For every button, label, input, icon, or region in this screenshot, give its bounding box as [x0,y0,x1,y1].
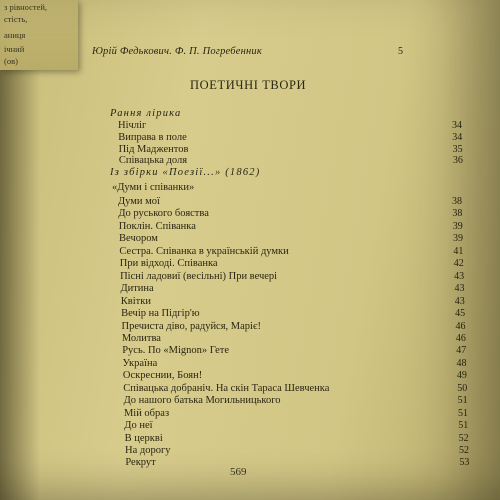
toc-entry-page: 52 [458,432,469,444]
toc-entry-text: Молитва [121,332,161,344]
toc-entry-text: Квітки [120,295,151,307]
toc-entry-text: Оскреснии, Боян! [122,370,203,382]
toc-entry-text: Дитина [120,283,154,295]
toc-entry-text: Рекрут [125,457,156,469]
toc-entry-text: При відході. Співанка [119,258,218,270]
toc-entry-text: Співацька добраніч. На скін Тараса Шевченка [123,382,330,394]
toc-entry-text: Русь. По «Mignon» Гете [122,345,229,357]
toc-entry-text: До неї [124,420,153,432]
toc-entry-text: В церкві [124,432,163,444]
toc-entry-page: 52 [459,445,469,456]
toc-entry-text: До руського бояства [118,208,209,220]
toc-entry-text: Вечором [119,233,158,245]
toc-entry-page: 48 [456,357,467,369]
toc-entry-text: Вечір на Підгір'ю [121,308,200,320]
section-heading: Із збірки «Поезії...» (1862) [110,167,261,178]
toc-entry-page: 42 [453,258,464,270]
toc-entry-page: 34 [452,131,463,143]
previous-page-line: (ов) [4,56,18,66]
toc-entry-text: Україна [122,357,158,369]
toc-entry-page: 49 [456,370,467,382]
toc-entry-page: 53 [459,457,470,469]
toc-entry-text: Сестра. Співанка в українській думки [119,245,289,257]
gutter-shadow [0,70,40,500]
toc-entry-page: 35 [452,143,463,155]
toc-entry-text: Поклін. Співанка [118,220,196,232]
toc-entry-page: 34 [452,120,462,131]
previous-page-line: стість, [4,14,28,24]
toc-entry-page: 43 [454,283,465,295]
previous-page-line: з рівностей, [4,2,48,12]
toc-entry-page: 50 [457,382,468,394]
toc-entry-page: 43 [454,270,465,282]
toc-entry-page: 36 [452,155,463,167]
toc-entry-page: 43 [454,295,465,307]
toc-entry-page: 51 [457,407,468,419]
toc-entry-text: Виправа в поле [118,131,187,143]
page-title: ПОЕТИЧНІ ТВОРИ [190,78,307,92]
toc-entry-text: До нашого батька Могильницького [123,395,281,407]
page-number: 569 [230,466,247,478]
toc-entry-page: 47 [456,345,467,357]
toc-entry-page: 46 [455,320,466,332]
toc-entry-page: 39 [452,220,463,232]
toc-entry-page: 46 [455,332,466,344]
toc-entry-text: На дорогу [125,445,171,456]
toc-entry-text: Думи мої [118,196,160,207]
toc-entry-text: Пісні ладовиї (весільні) При вечері [120,270,278,282]
toc-entry-page: 45 [455,308,466,320]
toc-entry-text: Пречиста діво, радуйся, Маріє! [121,320,261,332]
previous-page-strip [0,0,78,70]
toc-entry-page: 5 [398,46,403,57]
toc-entry-page: 51 [458,420,469,432]
toc-entry-text: Нічліг [118,120,147,131]
toc-entry-page: 51 [457,395,468,407]
toc-entry-text: Юрій Федькович. Ф. П. Погребенник [92,46,262,57]
previous-page-line: ічний [4,44,25,54]
toc-entry-text: Співацька доля [118,155,188,167]
toc-entry-text: Мій образ [123,407,170,419]
subsection-heading: «Думи і співанки» [112,182,195,193]
previous-page-line: аниця [4,30,26,40]
toc-entry-text: Під Маджентов [118,143,189,155]
toc-entry-page: 39 [453,233,464,245]
toc-entry-page: 38 [452,208,463,220]
toc-entry-page: 41 [453,245,464,257]
toc-entry-page: 38 [452,196,462,207]
section-heading: Рання лірика [110,108,182,119]
